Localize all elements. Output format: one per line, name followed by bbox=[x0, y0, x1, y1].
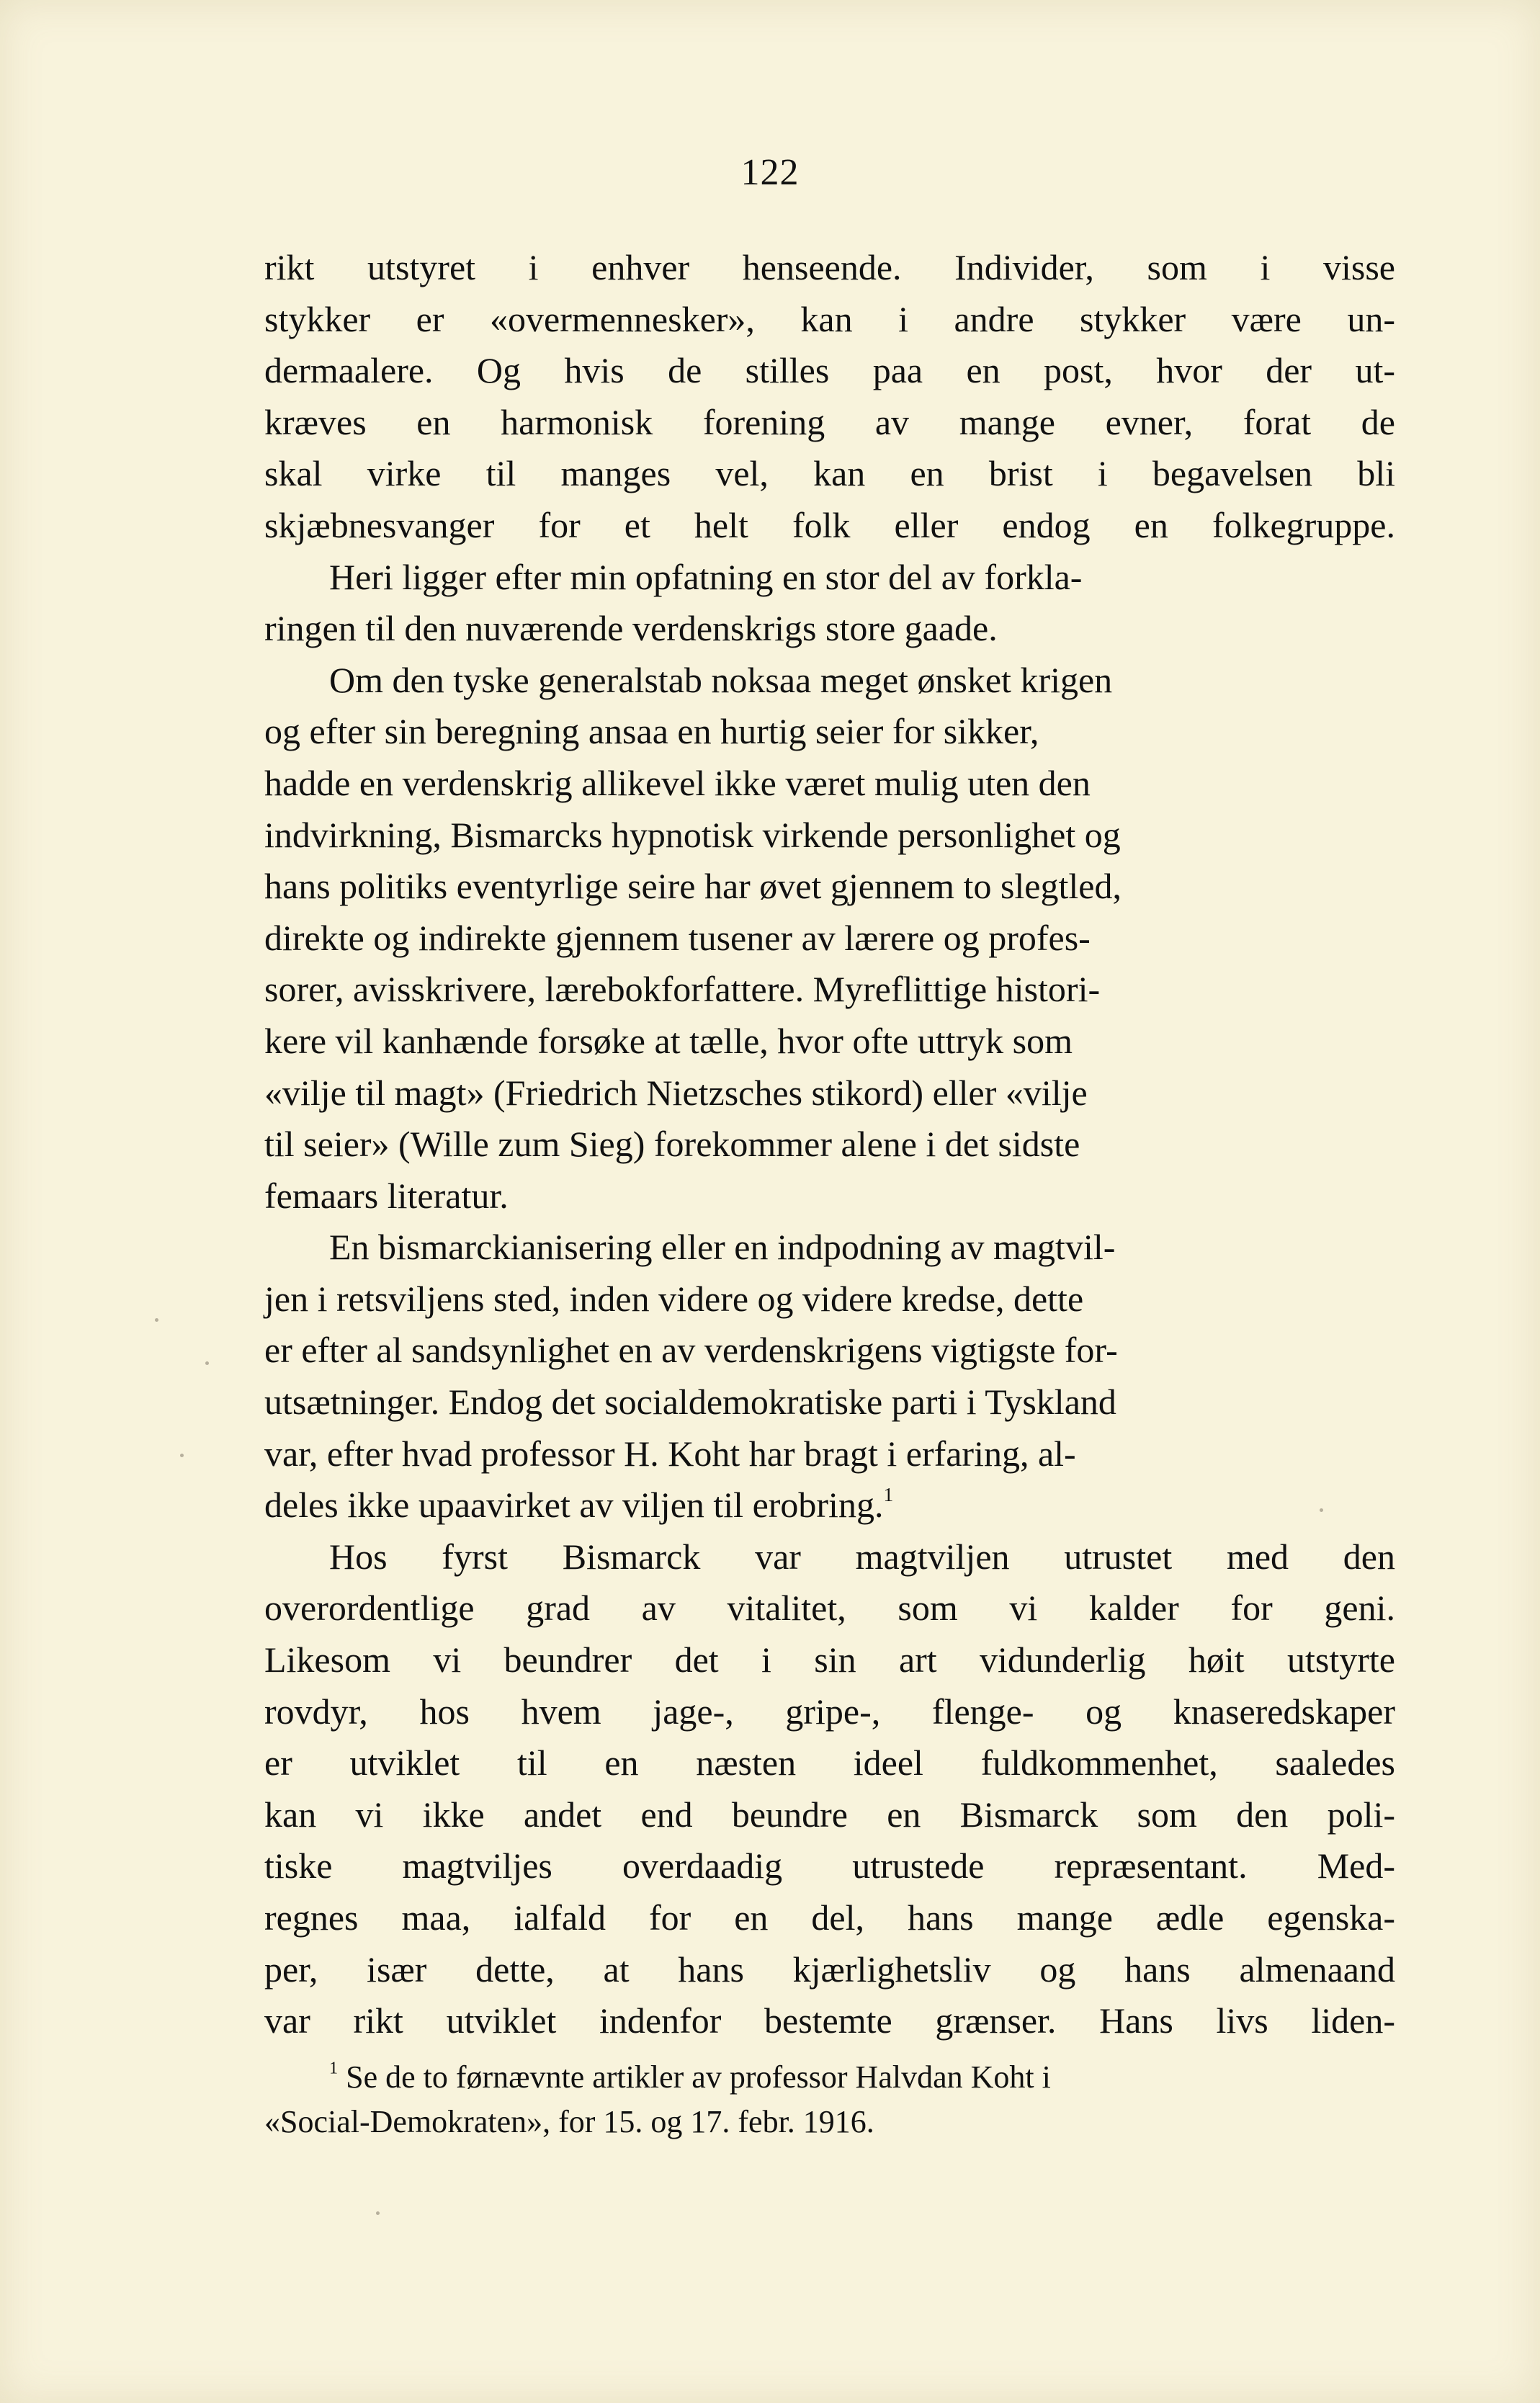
paper-speck bbox=[376, 2211, 380, 2215]
footnote bbox=[264, 2055, 1395, 2144]
body-text bbox=[264, 242, 1395, 2047]
paper-speck bbox=[155, 1318, 158, 1322]
footnote-body: Se de to førnævnte artikler av professor Halvdan Koht i «Social-Demokraten», for 15. og 17. febr. 1916. bbox=[264, 2059, 1051, 2139]
paragraph-5: Hos fyrst Bismarck var magtviljen utrustet med den overordentlige grad av vitalitet, som vi kalder for geni. Likesom vi beundrer det i sin art vidunderlig høit utstyrte rovdyr, hos hvem jage-, gripe-, flenge- og knaseredskaper er utviklet til en næsten ideel fuldkommenhet, saaledes kan vi ikke andet end beundre en Bismarck som den poli- tiske magtviljes overdaadig utrustede repræsentant. Med- regnes maa, ialfald for en del, hans mange ædle egenska- per, især dette, at hans kjærlighetsliv og hans almenaand var rikt utviklet indenfor bestemte grænser. Hans livs liden- bbox=[264, 1536, 1395, 2041]
paper-speck bbox=[1320, 1508, 1323, 1512]
paragraph-2: Heri ligger efter min opfatning en stor del av forkla- ringen til den nuværende verdenskrigs store gaade. bbox=[264, 556, 1083, 649]
paper-speck bbox=[180, 1454, 184, 1457]
paragraph-3: Om den tyske generalstab noksaa meget ønsket krigen og efter sin beregning ansaa en hurtig seier for sikker, hadde en verdenskrig allikevel ikke været mulig uten den indvirkning, Bismarcks hypnotisk virkende personlighet og hans politiks eventyrlige seire har øvet gjennem to slegtled, direkte og indirekte gjennem tusener av lærere og profes- sorer, avisskrivere, lærebokforfattere. Myreflittige histori- kere vil kanhænde forsøke at tælle, hvor ofte uttryk som «vilje til magt» (Friedrich Nietzsches stikord) eller «vilje til seier» (Wille zum Sieg) forekommer alene i det sidste femaars literatur. bbox=[264, 659, 1122, 1216]
paragraph-4-text: En bismarckianisering eller en indpodning av magtvil- jen i retsviljens sted, inden videre og videre kredse, dette er efter al sandsynlighet en av verdenskrigens vigtigste for- utsætninger. Endog det socialdemokratiske parti i Tyskland var, efter hvad professor H. Koht har bragt i erfaring, al- deles ikke upaavirket av viljen til erobring. bbox=[264, 1227, 1118, 1526]
page-number: 122 bbox=[740, 152, 800, 193]
footnote-reference: 1 bbox=[883, 1483, 894, 1506]
paper-speck bbox=[205, 1361, 209, 1365]
paragraph-4 bbox=[264, 1222, 1395, 1531]
footnote-marker: 1 bbox=[329, 2058, 339, 2078]
paragraph-1: rikt utstyret i enhver henseende. Individer, som i visse stykker er «overmennesker», kan i andre stykker være un- dermaalere. Og hvis de stilles paa en post, hvor der ut- kræves en harmonisk forening av mange evner, forat de skal virke til manges vel, kan en brist i begavelsen bli skjæbnesvanger for et helt folk eller endog en folkegruppe. bbox=[264, 247, 1395, 545]
footnote-text bbox=[264, 2055, 1395, 2144]
